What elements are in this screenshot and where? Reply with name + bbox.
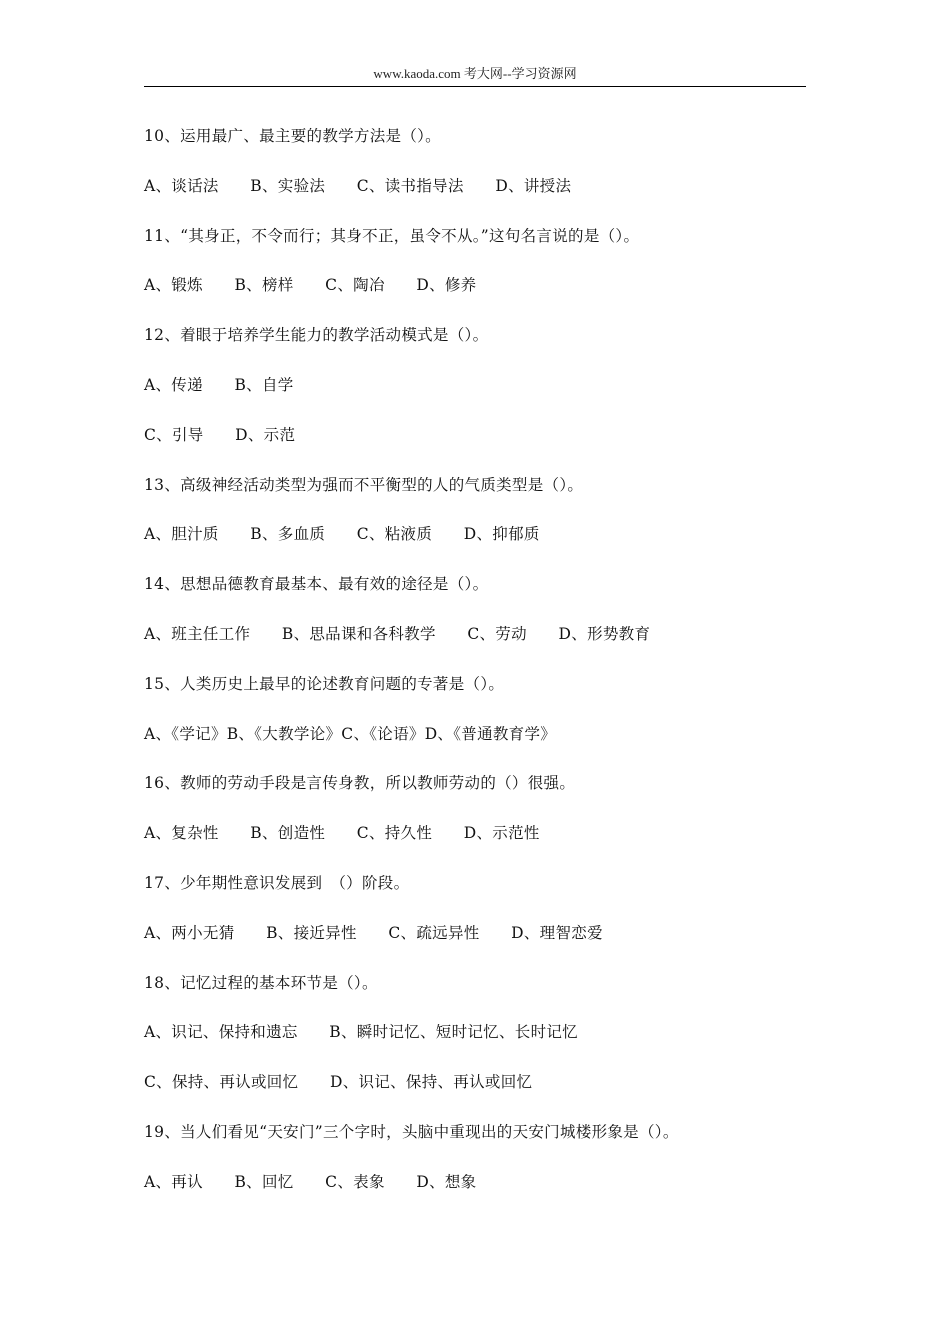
question-15: 15、人类历史上最早的论述教育问题的专著是（）。	[144, 674, 505, 693]
page-header	[144, 64, 806, 87]
question-18: 18、记忆过程的基本环节是（）。	[144, 973, 378, 992]
question-14: 14、思想品德教育最基本、最有效的途径是（）。	[144, 575, 489, 594]
question-10: 10、运用最广、最主要的教学方法是（）。	[144, 127, 441, 145]
document-body	[144, 124, 824, 1220]
options-17: A、两小无猜 B、接近异性 C、疏远异性 D、理智恋爱	[144, 923, 603, 942]
question-16: 16、教师的劳动手段是言传身教，所以教师劳动的（）很强。	[144, 774, 576, 793]
question-11: 11、“其身正，不令而行；其身不正，虽令不从。”这句名言说的是（）。	[144, 226, 640, 245]
options-11: A、锻炼 B、榜样 C、陶冶 D、修养	[144, 276, 477, 295]
options-13: A、胆汁质 B、多血质 C、粘液质 D、抑郁质	[144, 525, 540, 544]
question-17: 17、少年期性意识发展到 （）阶段。	[144, 873, 410, 892]
question-19: 19、当人们看见“天安门”三个字时，头脑中重现出的天安门城楼形象是（）。	[144, 1122, 679, 1141]
question-12: 12、着眼于培养学生能力的教学活动模式是（）。	[144, 326, 489, 345]
header-site-text: www.kaoda.com 考大网--学习资源网	[373, 66, 577, 81]
options-12-cd: C、引导 D、示范	[144, 425, 296, 444]
options-18-cd: C、保持、再认或回忆 D、识记、保持、再认或回忆	[144, 1073, 533, 1092]
options-10: A、谈话法 B、实验法 C、读书指导法 D、讲授法	[144, 176, 572, 195]
options-19: A、再认 B、回忆 C、表象 D、想象	[144, 1172, 477, 1191]
options-12-ab: A、传递 B、自学	[144, 375, 294, 394]
options-15: A、《学记》B、《大教学论》C、《论语》D、《普通教育学》	[144, 724, 557, 743]
options-18-ab: A、识记、保持和遗忘 B、瞬时记忆、短时记忆、长时记忆	[144, 1023, 578, 1042]
question-13: 13、高级神经活动类型为强而不平衡型的人的气质类型是（）。	[144, 475, 584, 494]
options-16: A、复杂性 B、创造性 C、持久性 D、示范性	[144, 824, 540, 843]
options-14: A、班主任工作 B、思品课和各科教学 C、劳动 D、形势教育	[144, 624, 651, 643]
